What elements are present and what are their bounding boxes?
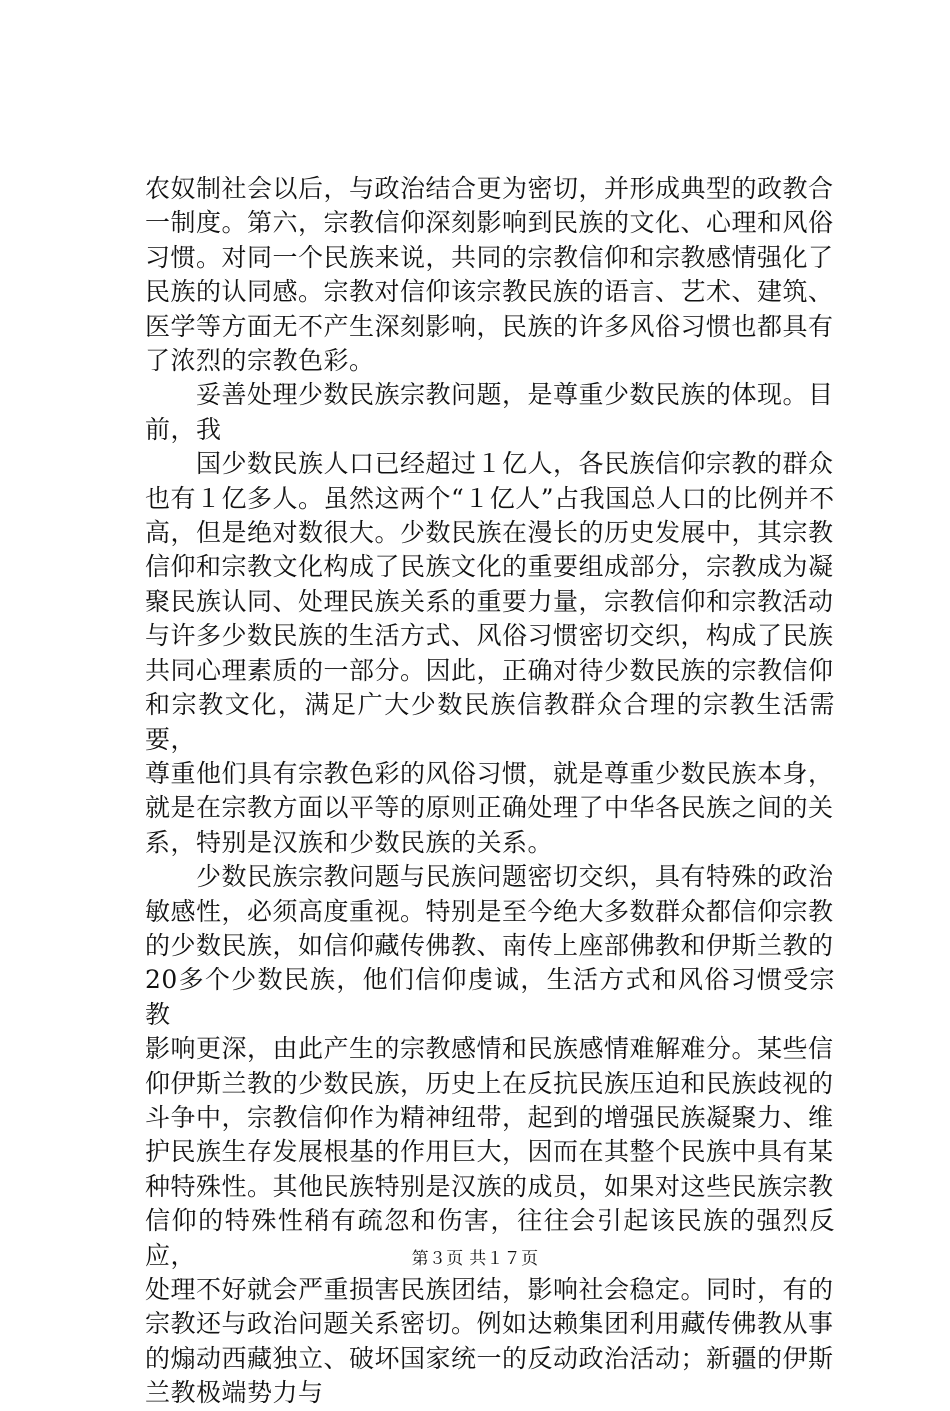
text-line: 宗教还与政治问题关系密切。例如达赖集团利用藏传佛教从事 xyxy=(145,1309,834,1339)
text-line: 前，我 xyxy=(145,414,222,444)
text-line: 了浓烈的宗教色彩。 xyxy=(145,346,375,376)
text-line: 处理不好就会严重损害民族团结，影响社会稳定。同时，有的 xyxy=(145,1275,834,1304)
text-line: 聚民族认同、处理民族关系的重要力量，宗教信仰和宗教活动 xyxy=(145,586,834,616)
text-line: 也有１亿多人。虽然这两个“１亿人”占我国总人口的比例并不 xyxy=(145,483,835,513)
text-line: 敏感性，必须高度重视。特别是至今绝大多数群众都信仰宗教 xyxy=(145,896,834,926)
text-line: 仰伊斯兰教的少数民族，历史上在反抗民族压迫和民族歧视的 xyxy=(145,1068,834,1098)
text-line: 影响更深，由此产生的宗教感情和民族感情难解难分。某些信 xyxy=(145,1034,834,1064)
text-line: 高，但是绝对数很大。少数民族在漫长的历史发展中，其宗教 xyxy=(145,518,834,548)
text-line: 信仰和宗教文化构成了民族文化的重要组成部分，宗教成为凝 xyxy=(145,552,834,582)
text-line: 民族的认同感。宗教对信仰该宗教民族的语言、艺术、建筑、 xyxy=(145,277,834,307)
text-line: 妥善处理少数民族宗教问题，是尊重少数民族的体现。目 xyxy=(145,380,834,410)
text-line: 斗争中，宗教信仰作为精神纽带，起到的增强民族凝聚力、维 xyxy=(145,1102,834,1132)
text-line: 信仰的特殊性稍有疏忽和伤害，往往会引起该民族的强烈反应， xyxy=(145,1206,835,1270)
text-line: 尊重他们具有宗教色彩的风俗习惯，就是尊重少数民族本身， xyxy=(145,758,834,788)
text-line: 医学等方面无不产生深刻影响，民族的许多风俗习惯也都具有 xyxy=(145,311,834,341)
text-line: 少数民族宗教问题与民族问题密切交织，具有特殊的政治 xyxy=(145,862,834,892)
document-body xyxy=(145,172,835,1411)
page-number-footer: 第３页 共１７页 xyxy=(411,1249,539,1269)
text-line: 和宗教文化，满足广大少数民族信教群众合理的宗教生活需要， xyxy=(145,690,835,754)
text-line: 与许多少数民族的生活方式、风俗习惯密切交织，构成了民族 xyxy=(145,621,834,651)
text-line: 种特殊性。其他民族特别是汉族的成员，如果对这些民族宗教 xyxy=(145,1171,834,1201)
text-line: 系，特别是汉族和少数民族的关系。 xyxy=(145,827,554,857)
text-line: 农奴制社会以后，与政治结合更为密切，并形成典型的政教合 xyxy=(145,174,834,203)
text-line: 国少数民族人口已经超过１亿人，各民族信仰宗教的群众 xyxy=(145,449,834,479)
text-line: 的煽动西藏独立、破坏国家统一的反动政治活动；新疆的伊斯 xyxy=(145,1343,834,1373)
text-line: 的少数民族，如信仰藏传佛教、南传上座部佛教和伊斯兰教的 xyxy=(145,930,834,960)
text-line: 护民族生存发展根基的作用巨大，因而在其整个民族中具有某 xyxy=(145,1137,834,1167)
text-line: 习惯。对同一个民族来说，共同的宗教信仰和宗教感情强化了 xyxy=(145,242,834,272)
text-line: 就是在宗教方面以平等的原则正确处理了中华各民族之间的关 xyxy=(145,793,834,823)
text-line: 一制度。第六，宗教信仰深刻影响到民族的文化、心理和风俗 xyxy=(145,208,834,238)
text-line: 兰教极端势力与 xyxy=(145,1378,324,1408)
text-line: 20多个少数民族，他们信仰虔诚，生活方式和风俗习惯受宗教 xyxy=(145,965,835,1029)
text-line: 共同心理素质的一部分。因此，正确对待少数民族的宗教信仰 xyxy=(145,655,834,685)
